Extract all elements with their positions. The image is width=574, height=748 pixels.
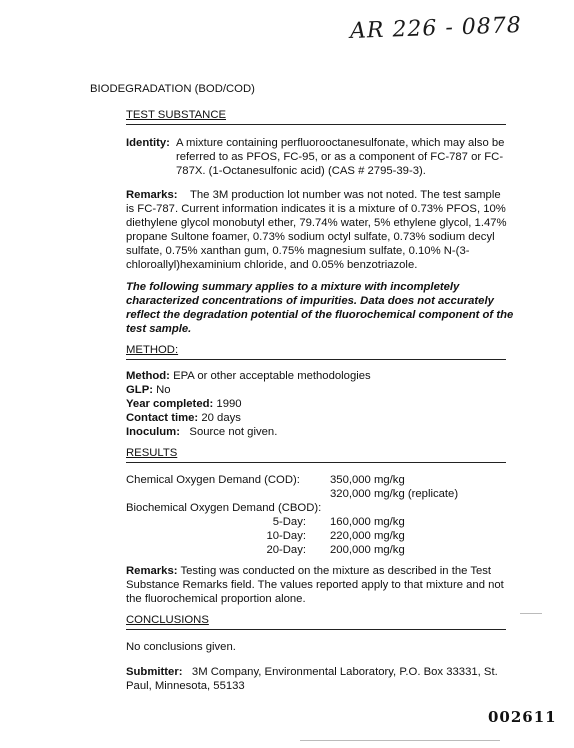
glp-row: GLP: No bbox=[126, 384, 171, 396]
year-completed-row: Year completed: 1990 bbox=[126, 398, 242, 410]
method-row: Method: EPA or other acceptable methodologies bbox=[126, 370, 371, 382]
results-remarks-line: Substance Remarks field. The values reported apply to that mixture and not bbox=[126, 579, 504, 591]
section-heading-conclusions: CONCLUSIONS bbox=[126, 614, 506, 630]
remarks-line: propane Sultone foamer, 0.73% sodium octyl sulfate, 0.73% sodium decyl bbox=[126, 231, 495, 243]
results-remarks-line: Remarks: Testing was conducted on the mixture as described in the Test bbox=[126, 565, 492, 577]
remarks-line: chloroallyl)hexaminium chloride, and 0.05% benzotriazole. bbox=[126, 259, 418, 271]
section-heading-results: RESULTS bbox=[126, 447, 506, 463]
page-number: 002611 bbox=[488, 708, 557, 726]
cod-label: Chemical Oxygen Demand (COD): bbox=[126, 474, 300, 486]
cbod-day-label: 10-Day: bbox=[266, 530, 306, 542]
disclaimer-note: reflect the degradation potential of the fluorochemical component of the bbox=[126, 309, 514, 321]
handwritten-reference: AR 226 - 0878 bbox=[349, 13, 523, 44]
cod-value: 350,000 mg/kg bbox=[330, 474, 405, 486]
cbod-day-label: 20-Day: bbox=[266, 544, 306, 556]
remarks-line: sulfate, 0.75% xanthan gum, 0.75% magnesium sulfate, 0.10% N-(3- bbox=[126, 245, 470, 257]
conclusions-text: No conclusions given. bbox=[126, 641, 236, 653]
identity-line: A mixture containing perfluorooctanesulfonate, which may also be bbox=[176, 137, 505, 149]
remarks-line: The 3M production lot number was not noted. The test sample bbox=[190, 189, 501, 201]
cbod-day-label: 5-Day: bbox=[272, 516, 306, 528]
document-title: BIODEGRADATION (BOD/COD) bbox=[90, 83, 255, 95]
cod-replicate-value: 320,000 mg/kg (replicate) bbox=[330, 488, 459, 500]
remarks-line: diethylene glycol monobutyl ether, 79.74% water, 5% ethylene glycol, 1.47% bbox=[126, 217, 507, 229]
section-heading-test-substance: TEST SUBSTANCE bbox=[126, 109, 506, 125]
disclaimer-note: The following summary applies to a mixture with incompletely bbox=[126, 281, 460, 293]
cbod-day-value: 160,000 mg/kg bbox=[330, 516, 405, 528]
scan-mark bbox=[520, 613, 542, 614]
inoculum-row: Inoculum: Source not given. bbox=[126, 426, 278, 438]
remarks-line: is FC-787. Current information indicates it is a mixture of 0.73% PFOS, 10% bbox=[126, 203, 506, 215]
disclaimer-note: characterized concentrations of impurities. Data does not accurately bbox=[126, 295, 494, 307]
cbod-day-value: 200,000 mg/kg bbox=[330, 544, 405, 556]
identity-line: referred to as PFOS, FC-95, or as a component of FC-787 or FC- bbox=[176, 151, 504, 163]
scan-mark bbox=[300, 740, 500, 741]
results-remarks-line: the fluorochemical proportion alone. bbox=[126, 593, 306, 605]
identity-line: 787X. (1-Octanesulfonic acid) (CAS # 2795-39-3). bbox=[176, 165, 426, 177]
cbod-label: Biochemical Oxygen Demand (CBOD): bbox=[126, 502, 322, 514]
cbod-day-value: 220,000 mg/kg bbox=[330, 530, 405, 542]
section-heading-method: METHOD: bbox=[126, 344, 506, 360]
submitter-line: Paul, Minnesota, 55133 bbox=[126, 680, 245, 692]
identity-label: Identity: bbox=[126, 137, 170, 149]
remarks-label: Remarks: bbox=[126, 189, 178, 201]
disclaimer-note: test sample. bbox=[126, 323, 192, 335]
submitter-line: Submitter: 3M Company, Environmental Laboratory, P.O. Box 33331, St. bbox=[126, 666, 498, 678]
contact-time-row: Contact time: 20 days bbox=[126, 412, 241, 424]
